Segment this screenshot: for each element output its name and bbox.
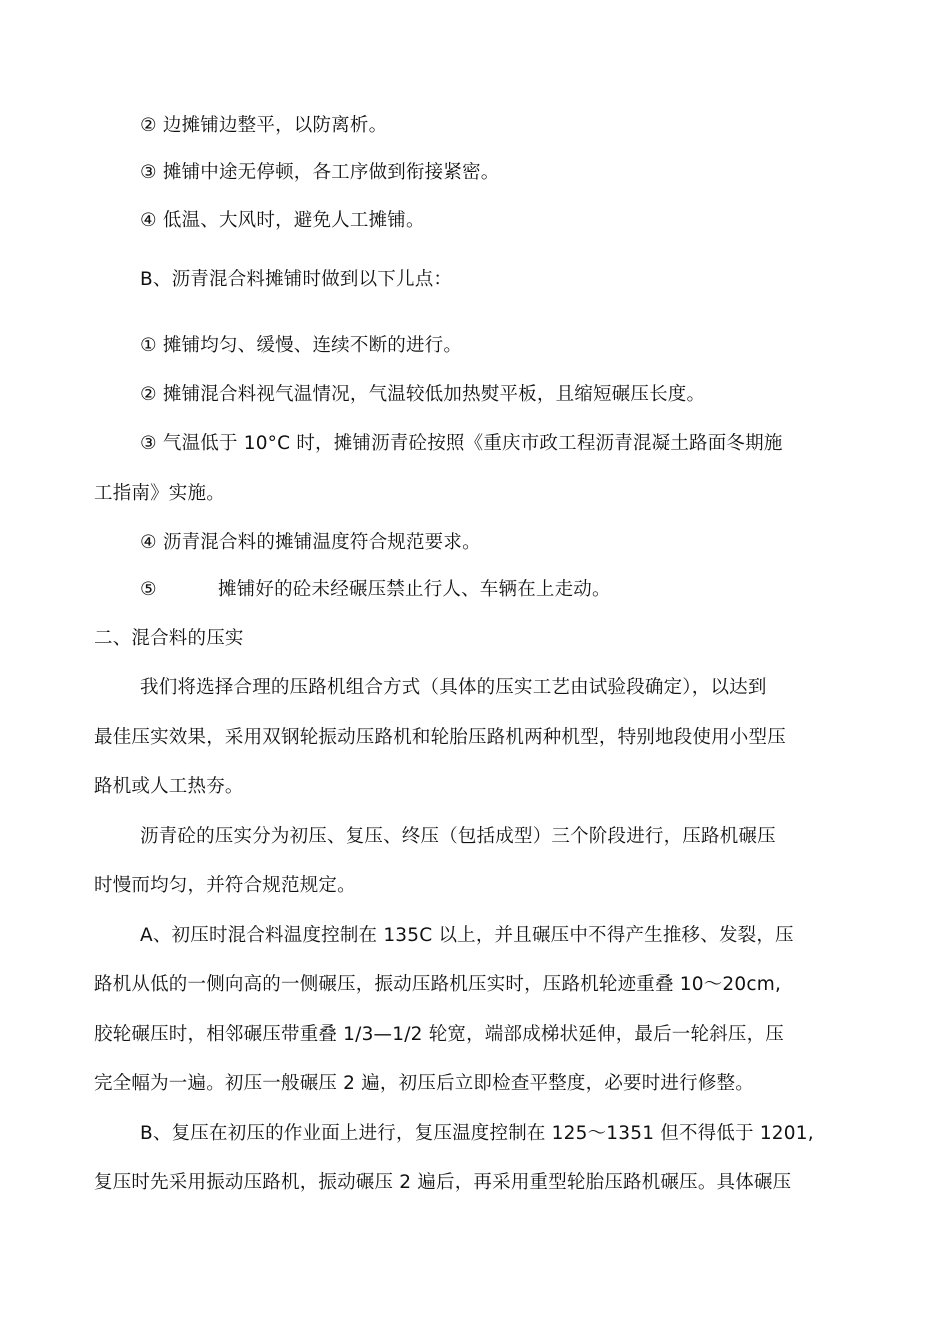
paragraph-stages-1: 沥青砼的压实分为初压、复压、终压（包括成型）三个阶段进行，压路机碾压 — [140, 826, 776, 847]
list-item-low-temp: ④ 低温、大风时，避免人工摊铺。 — [140, 210, 425, 231]
list-item-temperature: ④ 沥青混合料的摊铺温度符合规范要求。 — [140, 532, 481, 553]
paragraph-initial-3: 胶轮碾压时，相邻碾压带重叠 1/3—1/2 轮宽，端部成梯状延伸，最后一轮斜压，压 — [94, 1024, 785, 1045]
paragraph-initial-4: 完全幅为一遍。初压一般碾压 2 遍，初压后立即检查平整度，必要时进行修整。 — [94, 1073, 754, 1094]
paragraph-secondary-2: 复压时先采用振动压路机，振动碾压 2 遍后，再采用重型轮胎压路机碾压。具体碾压 — [94, 1172, 792, 1193]
section-heading-b: B、沥青混合料摊铺时做到以下儿点： — [140, 269, 453, 290]
paragraph-roller-1: 我们将选择合理的压路机组合方式（具体的压实工艺由试验段确定），以达到 — [140, 677, 767, 698]
list-item-below-10c-cont: 工指南》实施。 — [94, 483, 225, 504]
list-item-marker-5: ⑤ — [140, 579, 157, 600]
list-item-spread-level: ② 边摊铺边整平，以防离析。 — [140, 115, 388, 136]
list-item-below-10c: ③ 气温低于 10°C 时，摊铺沥青砼按照《重庆市政工程沥青混凝土路面冬期施 — [140, 433, 783, 454]
paragraph-initial-1: A、初压时混合料温度控制在 135C 以上，并且碾压中不得产生推移、发裂，压 — [140, 925, 794, 946]
list-item-no-pause: ③ 摊铺中途无停顿，各工序做到衔接紧密。 — [140, 162, 500, 183]
paragraph-stages-2: 时慢而均匀，并符合规范规定。 — [94, 875, 356, 896]
section-heading-compaction: 二、混合料的压实 — [94, 628, 244, 649]
paragraph-secondary-1: B、复压在初压的作业面上进行，复压温度控制在 125〜1351 但不得低于 1201, — [140, 1123, 814, 1144]
list-item-no-traffic: 摊铺好的砼未经碾压禁止行人、车辆在上走动。 — [218, 579, 611, 600]
paragraph-roller-3: 路机或人工热夯。 — [94, 776, 244, 797]
paragraph-initial-2: 路机从低的一侧向高的一侧碾压，振动压路机压实时，压路机轮迹重叠 10〜20cm, — [94, 974, 782, 995]
list-item-uniform: ① 摊铺均匀、缓慢、连续不断的进行。 — [140, 335, 463, 356]
paragraph-roller-2: 最佳压实效果，采用双钢轮振动压路机和轮胎压路机两种机型，特别地段使用小型压 — [94, 727, 786, 748]
list-item-weather: ② 摊铺混合料视气温情况，气温较低加热熨平板，且缩短碾压长度。 — [140, 384, 706, 405]
